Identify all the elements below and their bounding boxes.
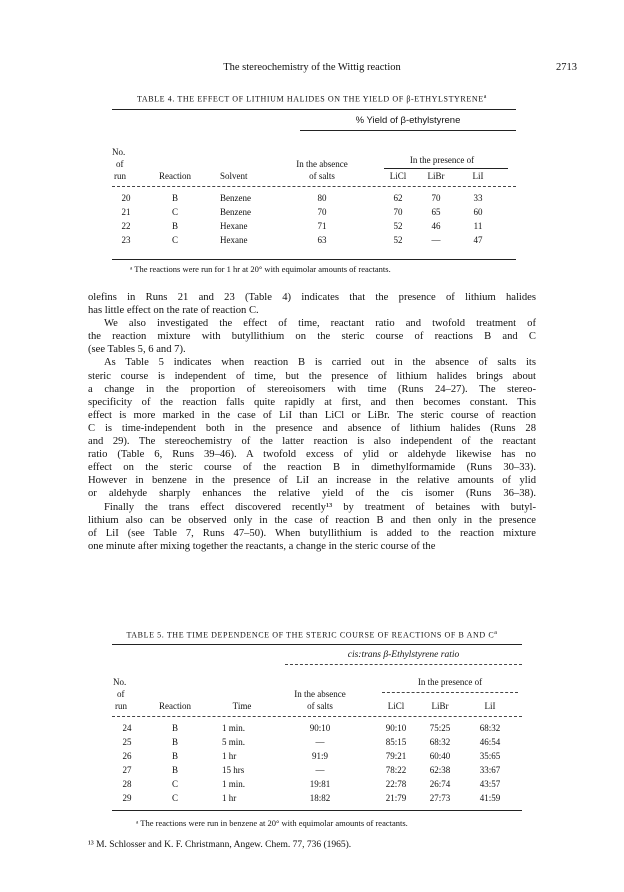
table4-top-rule — [112, 109, 516, 110]
t5-cell-time: 15 hrs — [222, 765, 245, 775]
t4-cell-absence: 70 — [317, 207, 327, 217]
table5-col-time: Time — [232, 701, 252, 711]
table4-col-lii: LiI — [472, 171, 484, 181]
t5-cell-libr: 26:74 — [429, 779, 451, 789]
body-line: steric course is independent of time, but the presence of lithium halides brings about — [88, 370, 536, 382]
t5-cell-absence: 18:82 — [309, 793, 331, 803]
t5-cell-absence: 90:10 — [309, 723, 331, 733]
t4-cell-absence: 80 — [317, 193, 327, 203]
body-line: We also investigated the effect of time, reactant ratio and twofold treatment of — [104, 318, 536, 330]
t4-cell-solvent: Hexane — [220, 221, 248, 231]
t5-cell-lii: 35:65 — [479, 751, 501, 761]
t4-cell-libr: 70 — [431, 193, 441, 203]
table5-col-libr: LiBr — [431, 701, 449, 711]
table4-col-presence: In the presence of — [409, 155, 475, 165]
t5-cell-lii: 68:32 — [479, 723, 501, 733]
t4-cell-lii: 60 — [473, 207, 483, 217]
page-number: 2713 — [556, 62, 577, 73]
table5-group-rule — [285, 664, 522, 665]
table5-caption: TABLE 5. THE TIME DEPENDENCE OF THE STERIC COURSE OF REACTIONS OF B AND $C^a$ — [126, 630, 498, 640]
t5-cell-reaction: B — [171, 723, 178, 733]
t5-cell-time: 1 hr — [222, 751, 237, 761]
t5-cell-licl: 78:22 — [385, 765, 407, 775]
table4-col-licl: LiCl — [389, 171, 407, 181]
table4-col-no-1: No. — [112, 147, 126, 157]
t5-cell-libr: 60:40 — [429, 751, 451, 761]
table4-col-no-2: of — [116, 159, 124, 169]
table5-footnote: ᵃ The reactions were run in benzene at 20° with equimolar amounts of reactants. — [136, 818, 408, 828]
table5-col-absence-2: of salts — [307, 701, 333, 711]
t4-cell-run: 20 — [121, 193, 131, 203]
body-line: effect on the steric course of the reaction B in dimethylformamide (Runs 30–33). — [88, 462, 536, 474]
t5-cell-time: 1 hr — [222, 793, 237, 803]
table5-col-no-1: No. — [113, 677, 127, 687]
table5-col-licl: LiCl — [387, 701, 405, 711]
t5-cell-reaction: B — [171, 751, 178, 761]
t5-cell-absence: 19:81 — [309, 779, 331, 789]
t4-cell-licl: 70 — [393, 207, 403, 217]
table4-col-no-3: run — [114, 171, 126, 181]
body-line: a change in the proportion of stereoisomers with time (Runs 24–27). The stereo- — [88, 383, 536, 395]
t4-cell-lii: 33 — [473, 193, 483, 203]
t5-cell-licl: 85:15 — [385, 737, 407, 747]
t5-cell-licl: 22:78 — [385, 779, 407, 789]
t4-cell-solvent: Benzene — [220, 207, 251, 217]
t5-cell-licl: 21:79 — [385, 793, 407, 803]
table5-bottom-rule — [112, 810, 522, 811]
body-line: However in benzene in the presence of LiI an increase in the relative amounts of ylid — [88, 475, 536, 487]
body-line: has little effect on the rate of reaction C. — [88, 305, 259, 317]
t4-cell-run: 22 — [121, 221, 131, 231]
table5-col-absence-1: In the absence — [294, 689, 346, 699]
table4-bottom-rule — [112, 259, 516, 260]
table5-col-no-2: of — [117, 689, 125, 699]
t5-cell-run: 26 — [122, 751, 132, 761]
t5-cell-run: 27 — [122, 765, 132, 775]
t5-cell-lii: 43:57 — [479, 779, 501, 789]
t5-cell-reaction: C — [171, 793, 178, 803]
table5-col-reaction: Reaction — [159, 701, 191, 711]
body-line: effect is more marked in the case of LiI than LiCl or LiBr. The steric course of reaction — [88, 409, 536, 421]
t4-cell-licl: 52 — [393, 235, 403, 245]
body-line: of LiI (see Table 7, Runs 47–50). When butyllithium is added to the reaction mixture — [88, 527, 536, 539]
table4-col-reaction: Reaction — [159, 171, 191, 181]
running-title: The stereochemistry of the Wittig reaction — [223, 62, 401, 73]
body-text — [88, 291, 536, 553]
table5-presence-rule — [382, 692, 518, 693]
table4-header-rule — [112, 186, 516, 187]
table5-col-presence: In the presence of — [417, 677, 483, 687]
body-line: As Table 5 indicates when reaction B is carried out in the absence of salts its — [104, 357, 536, 369]
t4-cell-libr: 46 — [431, 221, 441, 231]
t5-cell-run: 29 — [122, 793, 132, 803]
table4-caption: TABLE 4. THE EFFECT OF LITHIUM HALIDES ON THE YIELD OF β-ETHYLSTYRENE$^a$ — [136, 94, 487, 104]
t5-cell-time: 1 min. — [222, 779, 246, 789]
body-line: ratio (Table 6, Runs 39–46). A twofold excess of ylid or aldehyde likewise has no — [88, 449, 536, 461]
t5-cell-time: 1 min. — [222, 723, 246, 733]
body-line: (see Tables 5, 6 and 7). — [88, 344, 186, 356]
table4-presence-rule — [384, 168, 508, 169]
t5-cell-run: 24 — [122, 723, 132, 733]
t4-cell-reaction: C — [171, 235, 178, 245]
t4-cell-solvent: Benzene — [220, 193, 251, 203]
t5-cell-libr: 27:73 — [429, 793, 451, 803]
table4-col-libr: LiBr — [427, 171, 445, 181]
body-line: lithium also can be observed only in the case of reaction B and then only in the presence — [88, 514, 536, 526]
table4-col-absence-1: In the absence — [296, 159, 348, 169]
table5-group-header: cis:trans β-Ethylstyrene ratio — [347, 650, 460, 660]
t5-cell-run: 28 — [122, 779, 132, 789]
t5-cell-lii: 33:67 — [479, 765, 501, 775]
body-line: olefins in Runs 21 and 23 (Table 4) indicates that the presence of lithium halides — [88, 292, 536, 303]
table4-group-header: % Yield of β-ethylstyrene — [355, 115, 461, 126]
t4-cell-reaction: B — [171, 221, 178, 231]
t5-cell-reaction: B — [171, 765, 178, 775]
t4-cell-run: 21 — [121, 207, 131, 217]
body-line: one minute after mixing together the reactants, a change in the steric course of the — [88, 540, 436, 552]
t5-cell-absence: 91:9 — [311, 751, 328, 761]
t4-cell-licl: 52 — [393, 221, 403, 231]
body-line: and 29). The stereochemistry of the latter reaction is also independent of the reactant — [88, 436, 536, 448]
t4-cell-licl: 62 — [393, 193, 403, 203]
t5-cell-libr: 75:25 — [429, 723, 451, 733]
body-line: C is time-independent both in the presence and absence of lithium halides (Runs 28 — [88, 422, 536, 434]
table5-col-lii: LiI — [484, 701, 496, 711]
t4-cell-libr: 65 — [431, 207, 441, 217]
t5-cell-licl: 90:10 — [385, 723, 407, 733]
t4-cell-absence: 71 — [317, 221, 327, 231]
t4-cell-lii: 47 — [473, 235, 483, 245]
t5-cell-lii: 46:54 — [479, 737, 501, 747]
body-line: or aldehyde sharply enhances the relative yield of the cis isomer (Runs 36–38). — [88, 488, 536, 500]
body-line: specificity of the reaction falls quite rapidly at first, and then becomes constant. This — [88, 396, 536, 408]
t4-cell-lii: 11 — [473, 221, 483, 231]
t5-cell-run: 25 — [122, 737, 132, 747]
page-footnote: ¹³ M. Schlosser and K. F. Christmann, Angew. Chem. 77, 736 (1965). — [88, 840, 352, 850]
t4-cell-reaction: B — [171, 193, 178, 203]
body-line: the reaction mixture with butyllithium on the steric course of reactions B and C — [88, 331, 536, 343]
table5-top-rule — [112, 644, 522, 645]
t4-cell-reaction: C — [171, 207, 178, 217]
t5-cell-time: 5 min. — [222, 737, 246, 747]
t5-cell-absence: — — [315, 737, 325, 747]
t5-cell-reaction: B — [171, 737, 178, 747]
t4-cell-libr: — — [431, 235, 441, 245]
table5-col-no-3: run — [115, 701, 127, 711]
t5-cell-licl: 79:21 — [385, 751, 407, 761]
t4-cell-run: 23 — [121, 235, 131, 245]
table4-col-absence-2: of salts — [309, 171, 335, 181]
table4-col-solvent: Solvent — [220, 171, 248, 181]
t4-cell-solvent: Hexane — [220, 235, 248, 245]
table5-header-rule — [112, 716, 522, 717]
table4-group-rule — [300, 130, 516, 131]
t4-cell-absence: 63 — [317, 235, 327, 245]
t5-cell-libr: 62:38 — [429, 765, 451, 775]
t5-cell-lii: 41:59 — [479, 793, 501, 803]
t5-cell-libr: 68:32 — [429, 737, 451, 747]
t5-cell-reaction: C — [171, 779, 178, 789]
t5-cell-absence: — — [315, 765, 325, 775]
body-line: Finally the trans effect discovered recently¹³ by treatment of betaines with butyl- — [104, 501, 536, 513]
table4-footnote: ᵃ The reactions were run for 1 hr at 20° with equimolar amounts of reactants. — [130, 264, 391, 274]
